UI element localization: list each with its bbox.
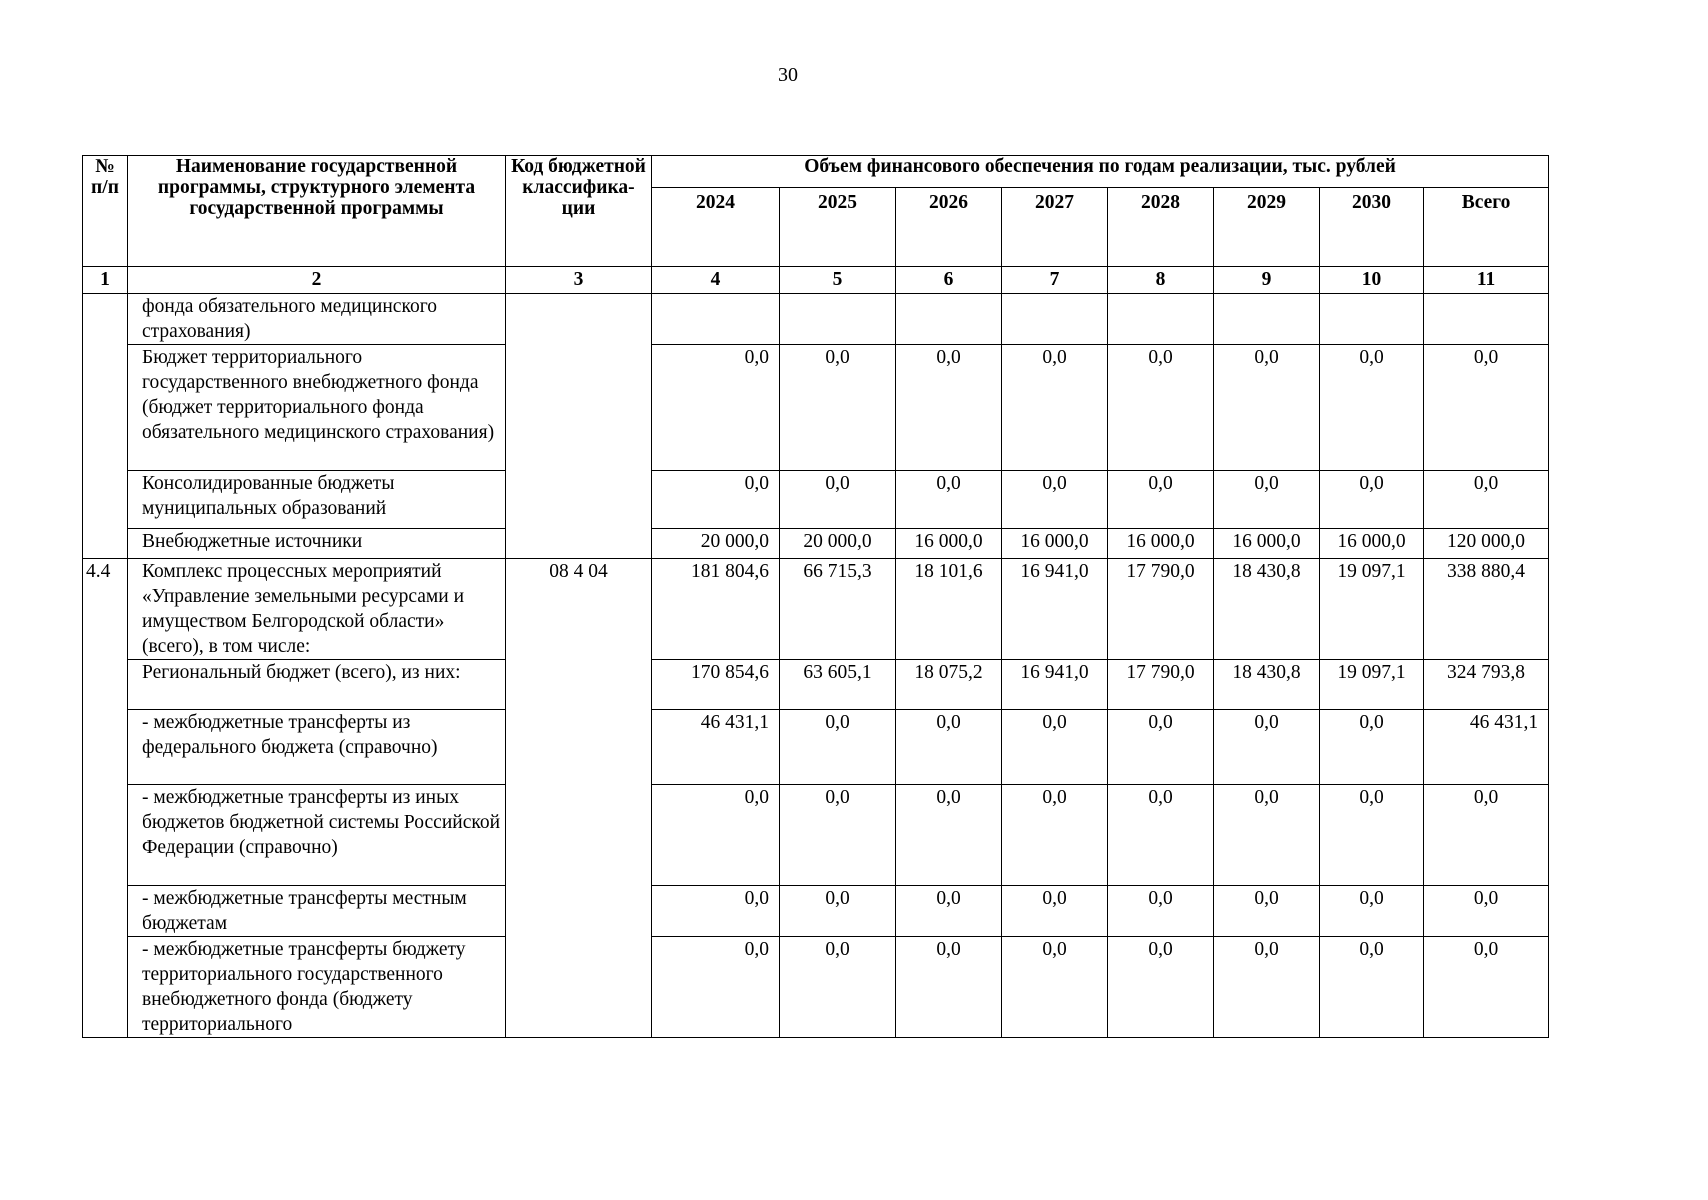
column-number: 8 (1108, 267, 1214, 294)
table-row (83, 710, 1549, 785)
row-value: 16 000,0 (896, 529, 1002, 559)
row-value: 0,0 (1108, 471, 1214, 529)
row-value: 18 101,6 (896, 559, 1002, 660)
row-value (1002, 294, 1108, 345)
row-value: 19 097,1 (1320, 660, 1424, 710)
row-value: 0,0 (1320, 785, 1424, 886)
row-value: 0,0 (652, 937, 780, 1038)
row-value: 0,0 (1320, 471, 1424, 529)
row-value: 19 097,1 (1320, 559, 1424, 660)
row-value: 0,0 (780, 710, 896, 785)
column-number: 4 (652, 267, 780, 294)
row-value: 0,0 (1214, 785, 1320, 886)
row-value: 0,0 (1108, 886, 1214, 937)
row-name: Региональный бюджет (всего), из них: (128, 660, 506, 710)
row-name: - межбюджетные трансферты из иных бюджетов бюджетной системы Российской Федерации (справочно) (128, 785, 506, 886)
row-value: 0,0 (1108, 937, 1214, 1038)
row-value: 0,0 (780, 345, 896, 471)
header-year: 2024 (652, 188, 780, 267)
row-value: 18 075,2 (896, 660, 1002, 710)
row-name: Бюджет территориального государственного внебюджетного фонда (бюджет территориального фонда обязательного медицинского страхования) (128, 345, 506, 471)
row-value: 0,0 (896, 471, 1002, 529)
row-value: 16 000,0 (1002, 529, 1108, 559)
header-year: 2030 (1320, 188, 1424, 267)
row-value: 0,0 (1108, 345, 1214, 471)
row-value: 0,0 (1108, 710, 1214, 785)
header-year: 2026 (896, 188, 1002, 267)
header-year: 2027 (1002, 188, 1108, 267)
row-value: 16 000,0 (1108, 529, 1214, 559)
row-value: 0,0 (896, 937, 1002, 1038)
row-value: 20 000,0 (652, 529, 780, 559)
column-number: 7 (1002, 267, 1108, 294)
row-value: 0,0 (1424, 345, 1549, 471)
row-value: 0,0 (896, 886, 1002, 937)
header-col-code: Код бюджетной классифика-ции (506, 156, 652, 267)
row-value: 20 000,0 (780, 529, 896, 559)
column-number: 6 (896, 267, 1002, 294)
row-value: 46 431,1 (1424, 710, 1549, 785)
row-name: фонда обязательного медицинского страхования) (128, 294, 506, 345)
row-value: 66 715,3 (780, 559, 896, 660)
table-row (83, 937, 1549, 1038)
table-row (83, 660, 1549, 710)
row-value (1214, 294, 1320, 345)
row-value: 0,0 (1214, 471, 1320, 529)
row-value: 16 000,0 (1214, 529, 1320, 559)
row-value: 0,0 (896, 785, 1002, 886)
row-number-cell (83, 294, 128, 559)
row-value: 0,0 (780, 785, 896, 886)
table-row (83, 886, 1549, 937)
header-col-name: Наименование государственной программы, структурного элемента государственной программы (128, 156, 506, 267)
row-value: 0,0 (896, 345, 1002, 471)
row-value: 17 790,0 (1108, 559, 1214, 660)
row-value: 46 431,1 (652, 710, 780, 785)
row-value: 0,0 (896, 710, 1002, 785)
row-value: 0,0 (1002, 710, 1108, 785)
column-number: 11 (1424, 267, 1549, 294)
column-number: 3 (506, 267, 652, 294)
row-name: - межбюджетные трансферты из федерального бюджета (справочно) (128, 710, 506, 785)
row-value: 170 854,6 (652, 660, 780, 710)
row-value: 0,0 (780, 471, 896, 529)
header-year: 2025 (780, 188, 896, 267)
column-number: 1 (83, 267, 128, 294)
row-value: 17 790,0 (1108, 660, 1214, 710)
row-value: 63 605,1 (780, 660, 896, 710)
table-row (83, 345, 1549, 471)
row-value: 0,0 (652, 886, 780, 937)
row-value (652, 294, 780, 345)
row-value: 0,0 (1002, 886, 1108, 937)
row-value: 0,0 (1002, 345, 1108, 471)
row-value: 0,0 (1320, 937, 1424, 1038)
row-value: 0,0 (1002, 785, 1108, 886)
row-value: 0,0 (1424, 471, 1549, 529)
header-col-no: № п/п (83, 156, 128, 267)
budget-table (82, 155, 1549, 1038)
header-year: 2029 (1214, 188, 1320, 267)
row-value: 0,0 (1424, 937, 1549, 1038)
row-value: 0,0 (652, 471, 780, 529)
row-value: 0,0 (1214, 886, 1320, 937)
row-value: 120 000,0 (1424, 529, 1549, 559)
row-value: 0,0 (780, 937, 896, 1038)
column-number: 10 (1320, 267, 1424, 294)
row-name: Внебюджетные источники (128, 529, 506, 559)
row-value: 0,0 (1320, 886, 1424, 937)
table-row (83, 785, 1549, 886)
row-value: 16 941,0 (1002, 660, 1108, 710)
table-row (83, 529, 1549, 559)
row-value: 0,0 (1214, 345, 1320, 471)
row-name: - межбюджетные трансферты местным бюджетам (128, 886, 506, 937)
row-number: 4.4 (83, 559, 128, 1038)
page-number: 30 (778, 64, 798, 86)
row-value: 324 793,8 (1424, 660, 1549, 710)
row-value: 0,0 (652, 785, 780, 886)
row-value: 0,0 (1320, 345, 1424, 471)
row-value: 0,0 (1108, 785, 1214, 886)
row-value: 16 941,0 (1002, 559, 1108, 660)
header-total: Всего (1424, 188, 1549, 267)
row-value: 0,0 (1002, 471, 1108, 529)
row-value: 18 430,8 (1214, 660, 1320, 710)
column-number: 9 (1214, 267, 1320, 294)
row-value: 0,0 (780, 886, 896, 937)
row-value (1424, 294, 1549, 345)
table-row (83, 471, 1549, 529)
row-value: 16 000,0 (1320, 529, 1424, 559)
row-value: 0,0 (652, 345, 780, 471)
row-value: 18 430,8 (1214, 559, 1320, 660)
header-col-volume: Объем финансового обеспечения по годам реализации, тыс. рублей (652, 156, 1549, 188)
row-name: - межбюджетные трансферты бюджету территориального государственного внебюджетного фонда (бюджету территориального (128, 937, 506, 1038)
row-code-cell (506, 294, 652, 559)
row-value (1108, 294, 1214, 345)
row-name: Консолидированные бюджеты муниципальных образований (128, 471, 506, 529)
row-value: 0,0 (1214, 710, 1320, 785)
row-code: 08 4 04 (506, 559, 652, 1038)
column-number: 2 (128, 267, 506, 294)
row-value: 0,0 (1424, 886, 1549, 937)
column-number: 5 (780, 267, 896, 294)
header-year: 2028 (1108, 188, 1214, 267)
table-row (83, 294, 1549, 345)
row-value: 181 804,6 (652, 559, 780, 660)
row-value: 0,0 (1002, 937, 1108, 1038)
row-value (780, 294, 896, 345)
row-value (896, 294, 1002, 345)
row-name: Комплекс процессных мероприятий «Управление земельными ресурсами и имуществом Белгородской области» (всего), в том числе: (128, 559, 506, 660)
row-value: 0,0 (1214, 937, 1320, 1038)
row-value: 338 880,4 (1424, 559, 1549, 660)
row-value: 0,0 (1320, 710, 1424, 785)
row-value (1320, 294, 1424, 345)
table-row (83, 559, 1549, 660)
row-value: 0,0 (1424, 785, 1549, 886)
